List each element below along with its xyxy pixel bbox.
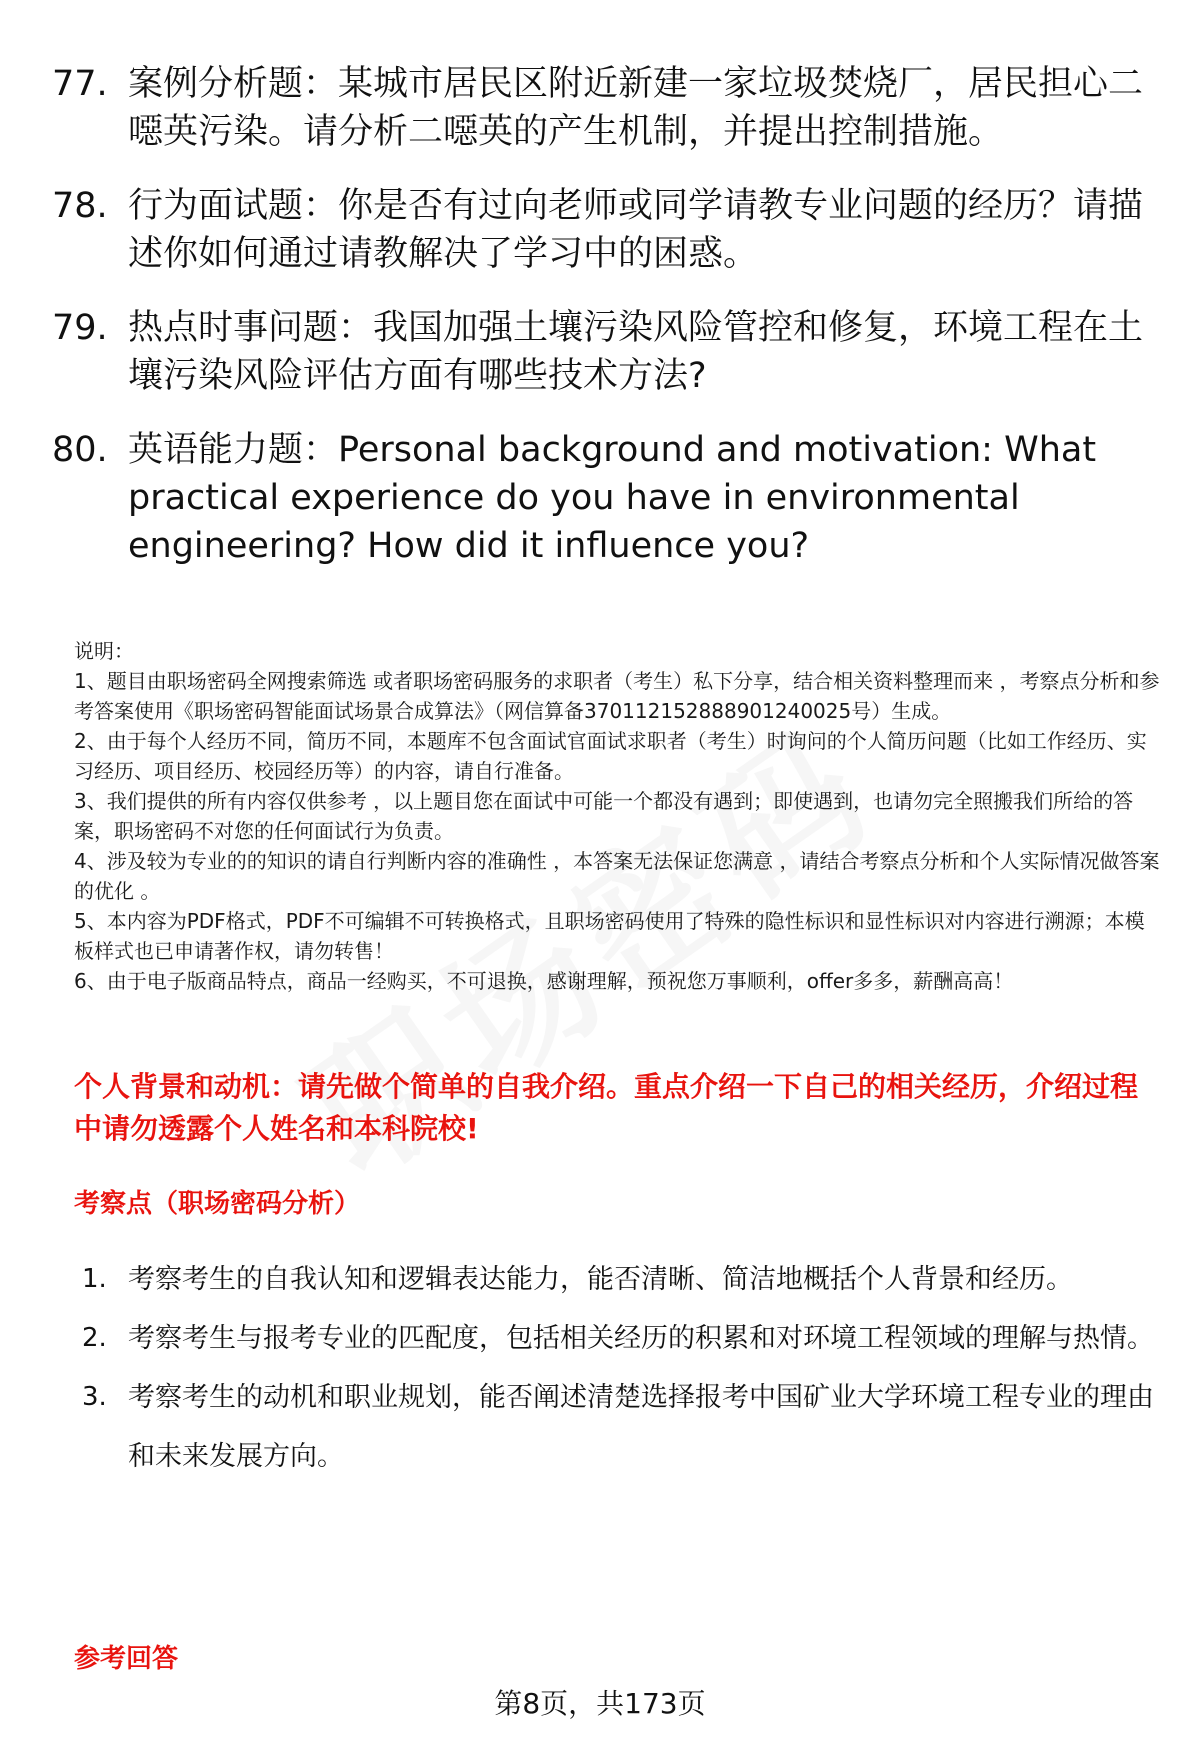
question-text: 英语能力题：Personal background and motivation: What practical experience do you have in environmental engineering? How did it influence you? [128,430,1097,566]
note-item: 6、由于电子版商品特点，商品一经购买，不可退换，感谢理解，预祝您万事顺利，offer多多，薪酬高高！ [74,969,1014,993]
question-item [52,304,1162,400]
point-number: 3. [82,1382,107,1412]
point-number: 1. [82,1264,107,1294]
note-item: 5、本内容为PDF格式，PDF不可编辑不可转换格式，且职场密码使用了特殊的隐性标识和显性标识对内容进行溯源；本模板样式也已申请著作权，请勿转售！ [74,909,1145,963]
point-text: 考察考生的自我认知和逻辑表达能力，能否清晰、简洁地概括个人背景和经历。 [128,1264,1073,1295]
question-item [52,426,1162,570]
question-text: 热点时事问题：我国加强土壤污染风险管控和修复，环境工程在土壤污染风险评估方面有哪些技术方法? [128,308,1144,396]
analysis-heading: 考察点（职场密码分析） [74,1189,361,1219]
answer-heading: 参考回答 [74,1644,179,1674]
disclaimer-notes [74,636,1164,996]
notes-heading: 说明： [74,639,134,663]
question-item [52,60,1162,156]
analysis-point [82,1368,1162,1486]
question-number: 77. [52,64,108,104]
question-heading: 个人背景和动机：请先做个简单的自我介绍。重点介绍一下自己的相关经历，介绍过程中请勿透露个人姓名和本科院校! [74,1070,1139,1145]
question-text: 行为面试题：你是否有过向老师或同学请教专业问题的经历？请描述你如何通过请教解决了学习中的困惑。 [128,186,1144,274]
point-text: 考察考生的动机和职业规划，能否阐述清楚选择报考中国矿业大学环境工程专业的理由和未来发展方向。 [128,1382,1154,1472]
question-number: 78. [52,186,108,226]
analysis-points [82,1250,1162,1486]
question-number: 79. [52,308,108,348]
point-text: 考察考生与报考专业的匹配度，包括相关经历的积累和对环境工程领域的理解与热情。 [128,1323,1154,1354]
question-number: 80. [52,430,108,470]
note-item: 1、题目由职场密码全网搜索筛选 或者职场密码服务的求职者（考生）私下分享，结合相关资料整理而来 ，考察点分析和参考答案使用《职场密码智能面试场景合成算法》（网信算备370112152888901240025号）生成。 [74,669,1160,723]
analysis-point [82,1309,1162,1368]
question-item [52,182,1162,278]
note-item: 2、由于每个人经历不同，简历不同，本题库不包含面试官面试求职者（考生）时询问的个人简历问题（比如工作经历、实习经历、项目经历、校园经历等）的内容，请自行准备。 [74,729,1147,783]
analysis-point [82,1250,1162,1309]
page-number: 第8页，共173页 [494,1687,706,1720]
note-item: 3、我们提供的所有内容仅供参考 ，以上题目您在面试中可能一个都没有遇到；即使遇到，也请勿完全照搬我们所给的答案，职场密码不对您的任何面试行为负责。 [74,789,1134,843]
question-list [52,60,1162,596]
point-number: 2. [82,1323,107,1353]
question-text: 案例分析题：某城市居民区附近新建一家垃圾焚烧厂，居民担心二噁英污染。请分析二噁英的产生机制，并提出控制措施。 [128,64,1144,152]
note-item: 4、涉及较为专业的的知识的请自行判断内容的准确性 ，本答案无法保证您满意 ，请结合考察点分析和个人实际情况做答案的优化 。 [74,849,1160,903]
